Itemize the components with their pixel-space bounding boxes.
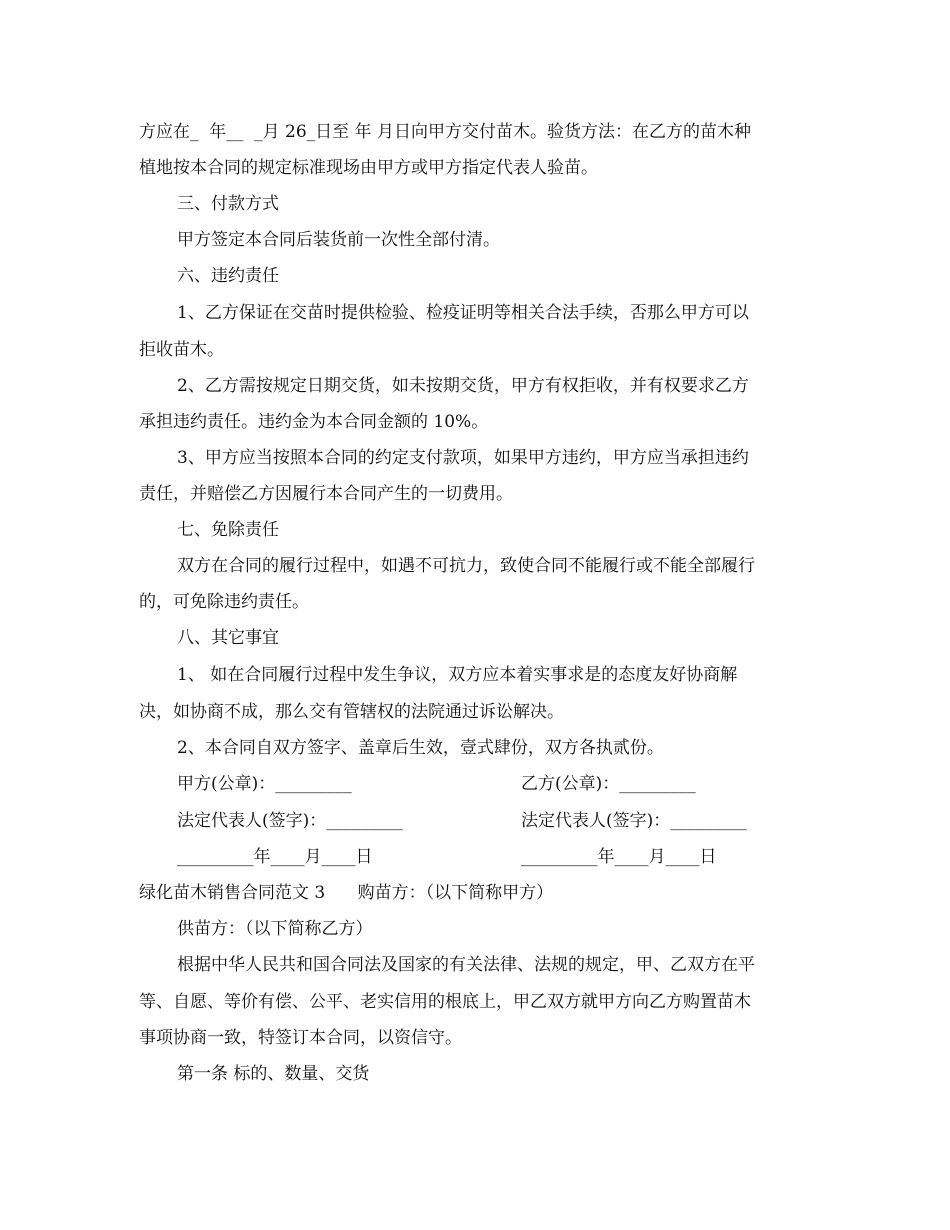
contract-3-heading: 绿化苗木销售合同范文 3 购苗方：（以下简称甲方） — [139, 883, 554, 903]
section-8-item-1-line-1: 1、 如在合同履行过程中发生争议，双方应本着实事求是的态度友好协商解 — [177, 665, 738, 685]
intro-line-2: 等、自愿、等价有偿、公平、老实信用的根底上，甲乙双方就甲方向乙方购置苗木 — [139, 992, 751, 1012]
section-6-item-2-line-1: 2、乙方需按规定日期交货，如未按期交货，甲方有权拒收，并有权要求乙方 — [177, 376, 749, 396]
section-7-body-line-1: 双方在合同的履行过程中，如遇不可抗力，致使合同不能履行或不能全部履行 — [177, 556, 755, 576]
section-3-body: 甲方签定本合同后装货前一次性全部付清。 — [177, 230, 500, 250]
section-8-item-2: 2、本合同自双方签字、盖章后生效，壹式肆份，双方各执贰份。 — [177, 738, 664, 758]
section-6-title: 六、违约责任 — [177, 266, 279, 286]
section-8-item-1-line-2: 决，如协商不成，那么交有管辖权的法院通过诉讼解决。 — [139, 702, 564, 722]
intro-line-3: 事项协商一致，特签订本合同，以资信守。 — [139, 1028, 462, 1048]
party-a-representative: 法定代表人(签字)：_________ — [177, 811, 403, 831]
section-8-title: 八、其它事宜 — [177, 628, 279, 648]
delivery-clause-line-2: 植地按本合同的规定标准现场由甲方或甲方指定代表人验苗。 — [139, 158, 598, 178]
section-7-title: 七、免除责任 — [177, 520, 279, 540]
intro-line-1: 根据中华人民共和国合同法及国家的有关法律、法规的规定，甲、乙双方在平 — [177, 955, 755, 975]
section-7-body-line-2: 的，可免除违约责任。 — [139, 592, 309, 612]
party-a-seal: 甲方(公章)：_________ — [177, 774, 352, 794]
section-6-item-1-line-1: 1、乙方保证在交苗时提供检验、检疫证明等相关合法手续，否那么甲方可以 — [177, 303, 749, 323]
party-b-date: _________年____月____日 — [521, 847, 717, 867]
supplier-line: 供苗方：（以下简称乙方） — [177, 919, 373, 939]
section-6-item-2-line-2: 承担违约责任。违约金为本合同金额的 10%。 — [139, 412, 489, 432]
section-6-item-1-line-2: 拒收苗木。 — [139, 340, 224, 360]
section-6-item-3-line-1: 3、甲方应当按照本合同的约定支付款项，如果甲方违约，甲方应当承担违约 — [177, 448, 749, 468]
party-b-representative: 法定代表人(签字)：_________ — [521, 811, 747, 831]
section-3-title: 三、付款方式 — [177, 194, 279, 214]
article-1-title: 第一条 标的、数量、交货 — [177, 1064, 370, 1084]
party-b-seal: 乙方(公章)：_________ — [521, 774, 696, 794]
party-a-date: _________年____月____日 — [177, 847, 373, 867]
delivery-clause-line-1: 方应在_ 年__ _月 26_日至 年 月日向甲方交付苗木。验货方法：在乙方的苗木种 — [139, 122, 751, 142]
section-6-item-3-line-2: 责任，并赔偿乙方因履行本合同产生的一切费用。 — [139, 484, 513, 504]
